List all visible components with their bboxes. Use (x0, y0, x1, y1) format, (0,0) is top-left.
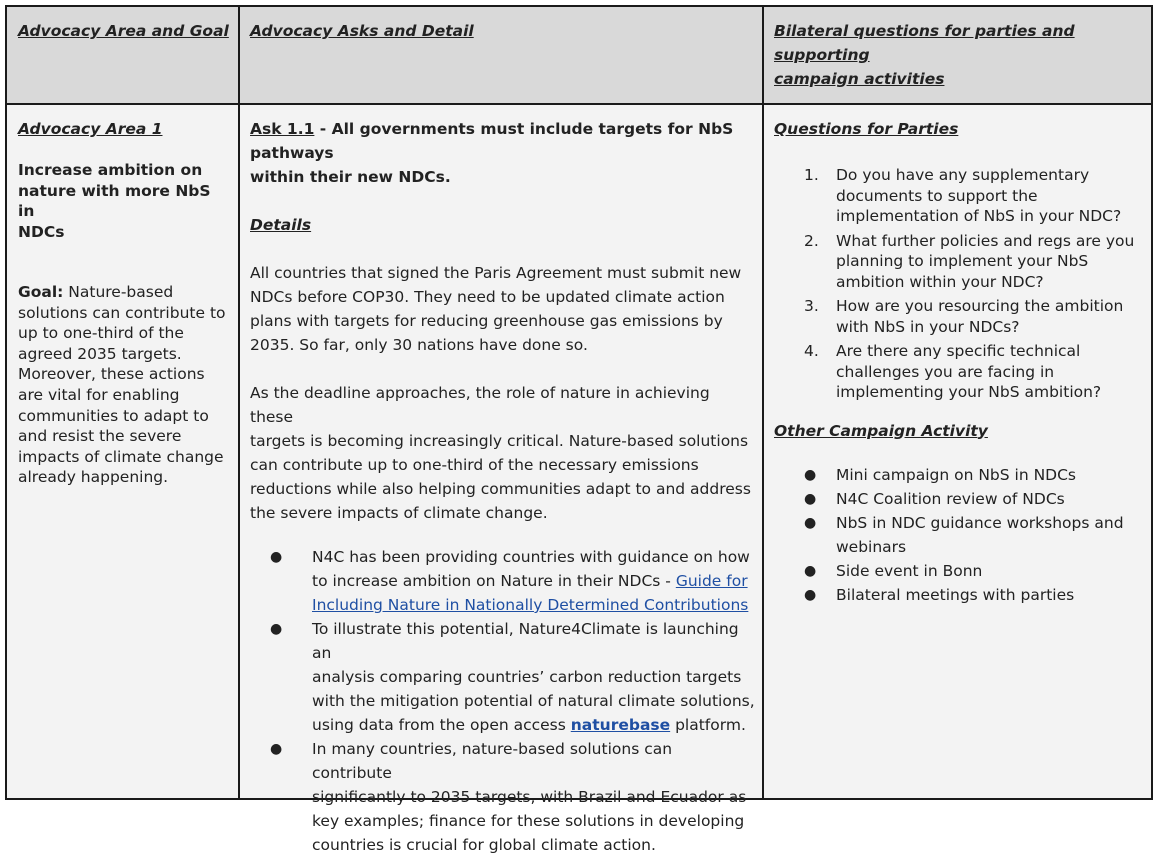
list-item (774, 463, 1146, 487)
guide-link-continued[interactable]: Including Nature in Nationally Determined Contributions (312, 596, 749, 614)
header-advocacy-area: Advocacy Area and Goal (18, 22, 229, 40)
activity-text: Side event in Bonn (836, 561, 983, 580)
question-number: 1. (804, 166, 819, 184)
bullet-icon: ● (804, 466, 817, 483)
question-number: 4. (804, 342, 819, 360)
bullet-text: platform. (670, 716, 746, 734)
question-line: with NbS in your NDCs? (836, 317, 1020, 336)
bullet-icon: ● (270, 741, 283, 757)
list-item (774, 487, 1146, 511)
paragraph-line: the severe impacts of climate change. (250, 504, 548, 522)
question-item (774, 165, 1146, 227)
bullet-line (312, 593, 755, 617)
bullet-line: In many countries, nature-based solutions can contribute (312, 740, 673, 782)
heading-line: NDCs (18, 222, 65, 241)
question-item (774, 341, 1146, 403)
heading-line: nature with more NbS in (18, 181, 211, 220)
goal-line: and resist the severe (18, 427, 182, 446)
questions-label: Questions for Parties (774, 120, 959, 138)
ask-label: Ask 1.1 (250, 120, 315, 138)
goal-line: Nature-based (63, 283, 174, 301)
list-item (774, 559, 1146, 583)
bullet-line (312, 713, 755, 737)
ask-line1 (250, 117, 755, 165)
activity-text: N4C Coalition review of NDCs (836, 489, 1065, 508)
bullet-icon: ● (804, 490, 817, 507)
list-item (250, 545, 755, 617)
question-line: planning to implement your NbS (836, 252, 1089, 270)
bullet-line: To illustrate this potential, Nature4Climate is launching an (312, 620, 739, 662)
bullet-icon: ● (804, 562, 817, 579)
bullet-line: key examples; finance for these solutions in developing (312, 812, 745, 830)
ask-text: - All governments must include targets for NbS pathways (250, 120, 734, 162)
question-number: 2. (804, 231, 819, 250)
bullet-text: using data from the open access (312, 716, 571, 734)
questions-list (774, 165, 1146, 403)
goal-line: communities to adapt to (18, 406, 209, 425)
activity-text: webinars (836, 537, 907, 556)
activity-text: Bilateral meetings with parties (836, 585, 1075, 604)
paragraph-line: reductions while also helping communities adapt to and address (250, 480, 751, 498)
ask-line2: within their new NDCs. (250, 168, 451, 186)
paragraph-line: plans with targets for reducing greenhouse gas emissions by (250, 312, 723, 330)
advocacy-area-heading (18, 160, 230, 242)
column-divider-2 (762, 7, 764, 798)
goal-line: impacts of climate change (18, 447, 224, 466)
header-bilateral-line2: campaign activities (774, 70, 945, 88)
question-line: documents to support the (836, 186, 1038, 205)
details-bullet-list (250, 545, 755, 857)
paragraph-line: 2035. So far, only 30 nations have done so. (250, 336, 588, 354)
advocacy-area-cell (18, 117, 230, 488)
bullet-line: N4C has been providing countries with guidance on how (312, 548, 750, 566)
goal-line: up to one-third of the (18, 324, 184, 343)
activity-list (774, 463, 1146, 607)
activity-text: NbS in NDC guidance workshops and (836, 513, 1124, 532)
question-item (774, 296, 1146, 337)
header-advocacy-asks: Advocacy Asks and Detail (250, 22, 474, 40)
question-line: How are you resourcing the ambition (836, 297, 1124, 315)
paragraph-line: All countries that signed the Paris Agreement must submit new (250, 264, 742, 282)
header-bilateral-line1: Bilateral questions for parties and supporting (774, 22, 1075, 64)
bullet-icon: ● (270, 549, 283, 565)
question-line: challenges you are facing in (836, 362, 1055, 381)
goal-text (18, 282, 230, 488)
list-item (250, 617, 755, 737)
ask-statement (250, 117, 755, 189)
goal-line: solutions can contribute to (18, 303, 226, 322)
list-item (774, 583, 1146, 607)
goal-line: Moreover, these actions (18, 365, 205, 384)
question-line: Are there any specific technical (836, 342, 1081, 360)
paragraph-line: can contribute up to one-third of the necessary emissions (250, 456, 699, 474)
question-line: ambition within your NDC? (836, 272, 1044, 291)
advocacy-asks-cell (250, 117, 755, 857)
details-paragraph-1 (250, 261, 755, 357)
bullet-icon: ● (270, 621, 283, 637)
bullet-icon: ● (804, 514, 817, 531)
goal-label: Goal: (18, 283, 64, 301)
bilateral-questions-cell (774, 117, 1146, 607)
activity-text: Mini campaign on NbS in NDCs (836, 465, 1077, 484)
guide-link[interactable]: Guide for (675, 572, 748, 590)
question-item (774, 231, 1146, 293)
paragraph-line: targets is becoming increasingly critical. Nature-based solutions (250, 432, 749, 450)
goal-first-line (18, 282, 230, 303)
question-line: implementing your NbS ambition? (836, 383, 1102, 401)
bullet-line: analysis comparing countries’ carbon reduction targets (312, 668, 742, 686)
question-line: Do you have any supplementary (836, 166, 1090, 184)
list-item (774, 511, 1146, 559)
question-number: 3. (804, 297, 819, 315)
advocacy-area-title: Advocacy Area 1 (18, 120, 163, 138)
bullet-icon: ● (804, 586, 817, 603)
question-line: What further policies and regs are you (836, 231, 1135, 250)
bullet-line: countries is crucial for global climate action. (312, 836, 656, 854)
details-label: Details (250, 216, 312, 234)
advocacy-table (5, 5, 1153, 854)
activity-label: Other Campaign Activity (774, 421, 988, 440)
question-line: implementation of NbS in your NDC? (836, 207, 1122, 225)
goal-line: agreed 2035 targets. (18, 344, 182, 363)
naturebase-link[interactable]: naturebase (570, 716, 671, 734)
bullet-line: with the mitigation potential of natural climate solutions, (312, 692, 755, 710)
bullet-text: to increase ambition on Nature in their NDCs - (312, 572, 676, 590)
goal-line: already happening. (18, 468, 169, 487)
column-divider-1 (238, 7, 240, 798)
list-item (250, 737, 755, 857)
goal-line: are vital for enabling (18, 385, 180, 404)
header-bilateral-questions (774, 19, 1151, 91)
bullet-line (312, 569, 755, 593)
details-paragraph-2 (250, 381, 755, 525)
heading-line: Increase ambition on (18, 161, 203, 179)
bullet-line: significantly to 2035 targets, with Brazil and Ecuador as (312, 788, 747, 806)
paragraph-line: NDCs before COP30. They need to be updated climate action (250, 288, 725, 306)
paragraph-line: As the deadline approaches, the role of nature in achieving these (250, 384, 710, 426)
